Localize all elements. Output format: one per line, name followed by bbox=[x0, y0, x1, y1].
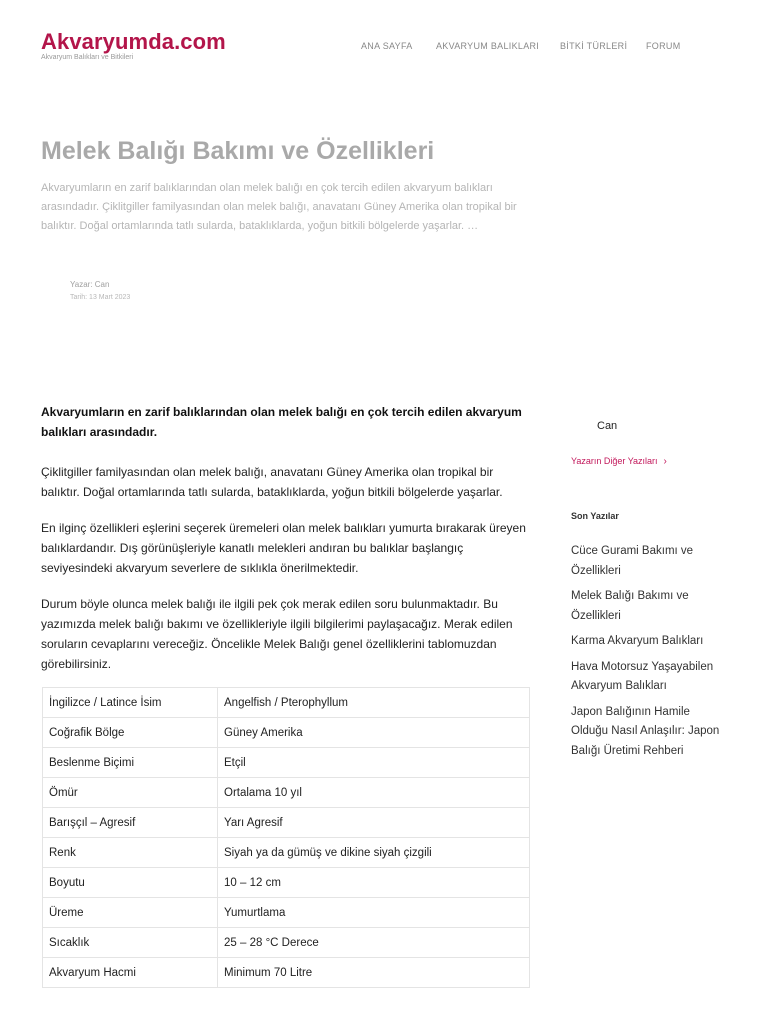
nav-item-forum[interactable]: FORUM bbox=[646, 41, 681, 51]
table-row bbox=[43, 778, 530, 808]
table-cell-value: 25 – 28 °C Derece bbox=[218, 928, 530, 958]
table-row bbox=[43, 928, 530, 958]
table-cell-key: Akvaryum Hacmi bbox=[43, 958, 218, 988]
table-cell-value: Siyah ya da gümüş ve dikine siyah çizgili bbox=[218, 838, 530, 868]
table-row bbox=[43, 838, 530, 868]
table-cell-value: Ortalama 10 yıl bbox=[218, 778, 530, 808]
author-more-posts-link[interactable] bbox=[571, 456, 667, 467]
table-row bbox=[43, 898, 530, 928]
table-cell-value: Yumurtlama bbox=[218, 898, 530, 928]
table-row bbox=[43, 748, 530, 778]
table-cell-value: 10 – 12 cm bbox=[218, 868, 530, 898]
article-paragraph: Çiklitgiller familyasından olan melek balığı, anavatanı Güney Amerika olan tropikal bir balıktır. Doğal ortamlarında tatlı sularda, bataklıklarda, yoğun bitkili bölgelerde yaşarlar. bbox=[41, 465, 503, 499]
main-nav bbox=[0, 41, 768, 53]
recent-post-link[interactable]: Cüce Gurami Bakımı ve Özellikleri bbox=[571, 545, 694, 577]
chevron-right-icon: › bbox=[663, 456, 667, 467]
recent-post-link[interactable]: Melek Balığı Bakımı ve Özellikleri bbox=[571, 590, 689, 622]
site-tagline: Akvaryum Balıkları ve Bitkileri bbox=[41, 54, 134, 61]
site-logo[interactable]: Akvaryumda.com bbox=[41, 29, 226, 54]
table-row bbox=[43, 958, 530, 988]
table-cell-key: Barışçıl – Agresif bbox=[43, 808, 218, 838]
table-row bbox=[43, 868, 530, 898]
table-row bbox=[43, 808, 530, 838]
table-cell-key: Beslenme Biçimi bbox=[43, 748, 218, 778]
article-paragraph: Durum böyle olunca melek balığı ile ilgili pek çok merak edilen soru bulunmaktadır. Bu yazımızda melek balığı bakımı ve özellikleriyle ilgili bilgilerimi paylaşacağız. Merak edilen soruların cevaplarını vereceğiz. Öncelikle Melek Balığı genel özelliklerini tablomuzdan görebilirsiniz. bbox=[41, 597, 513, 671]
page-title: Melek Balığı Bakımı ve Özellikleri bbox=[41, 137, 435, 165]
table-cell-value: Angelfish / Pterophyllum bbox=[218, 688, 530, 718]
table-cell-value: Minimum 70 Litre bbox=[218, 958, 530, 988]
article-body bbox=[41, 402, 531, 690]
table-cell-value: Yarı Agresif bbox=[218, 808, 530, 838]
table-cell-value: Güney Amerika bbox=[218, 718, 530, 748]
table-cell-key: İngilizce / Latince İsim bbox=[43, 688, 218, 718]
nav-item-plants[interactable]: BİTKİ TÜRLERİ bbox=[560, 41, 628, 51]
table-cell-key: Renk bbox=[43, 838, 218, 868]
nav-item-fish[interactable]: AKVARYUM BALIKLARI bbox=[436, 41, 540, 51]
recent-post-link[interactable]: Hava Motorsuz Yaşayabilen Akvaryum Balıkları bbox=[571, 660, 714, 692]
hero-author[interactable]: Yazar: Can bbox=[70, 280, 110, 289]
table-cell-key: Coğrafik Bölge bbox=[43, 718, 218, 748]
table-cell-key: Ömür bbox=[43, 778, 218, 808]
recent-posts-list bbox=[571, 542, 721, 767]
sidebar-author-name[interactable]: Can bbox=[597, 420, 618, 432]
hero-date: Tarih: 13 Mart 2023 bbox=[70, 294, 131, 301]
recent-post-link[interactable]: Japon Balığının Hamile Olduğu Nasıl Anlaşılır: Japon Balığı Üretimi Rehberi bbox=[571, 705, 720, 757]
fish-info-table bbox=[42, 687, 530, 988]
table-cell-key: Üreme bbox=[43, 898, 218, 928]
table-cell-key: Boyutu bbox=[43, 868, 218, 898]
table-cell-key: Sıcaklık bbox=[43, 928, 218, 958]
author-more-posts-label: Yazarın Diğer Yazıları bbox=[571, 456, 658, 466]
article-lead: Akvaryumların en zarif balıklarından olan melek balığı en çok tercih edilen akvaryum balıkları arasındadır. bbox=[41, 405, 522, 439]
table-row bbox=[43, 688, 530, 718]
nav-item-home[interactable]: ANA SAYFA bbox=[361, 41, 413, 51]
table-cell-value: Etçil bbox=[218, 748, 530, 778]
table-row bbox=[43, 718, 530, 748]
article-paragraph: En ilginç özellikleri eşlerini seçerek üremeleri olan melek balıkları yumurta bırakarak üreyen balıklardandır. Dış görünüşleriyle kanatlı melekleri andıran bu balıklar başlangıç seviyesindeki akvaryum severlere de sıklıkla önerilmektedir. bbox=[41, 521, 526, 575]
recent-post-link[interactable]: Karma Akvaryum Balıkları bbox=[571, 635, 704, 647]
recent-posts-heading: Son Yazılar bbox=[571, 511, 619, 521]
hero-excerpt: Akvaryumların en zarif balıklarından olan melek balığı en çok tercih edilen akvaryum balıkları arasındadır. Çiklitgiller familyasından olan melek balığı, anavatanı Güney Amerika olan tropikal bir balıktır. Doğal ortamlarında tatlı sularda, bataklıklarda, yoğun bitkili bölgelerde yaşarlar. … bbox=[41, 182, 517, 232]
site-header bbox=[0, 0, 768, 80]
